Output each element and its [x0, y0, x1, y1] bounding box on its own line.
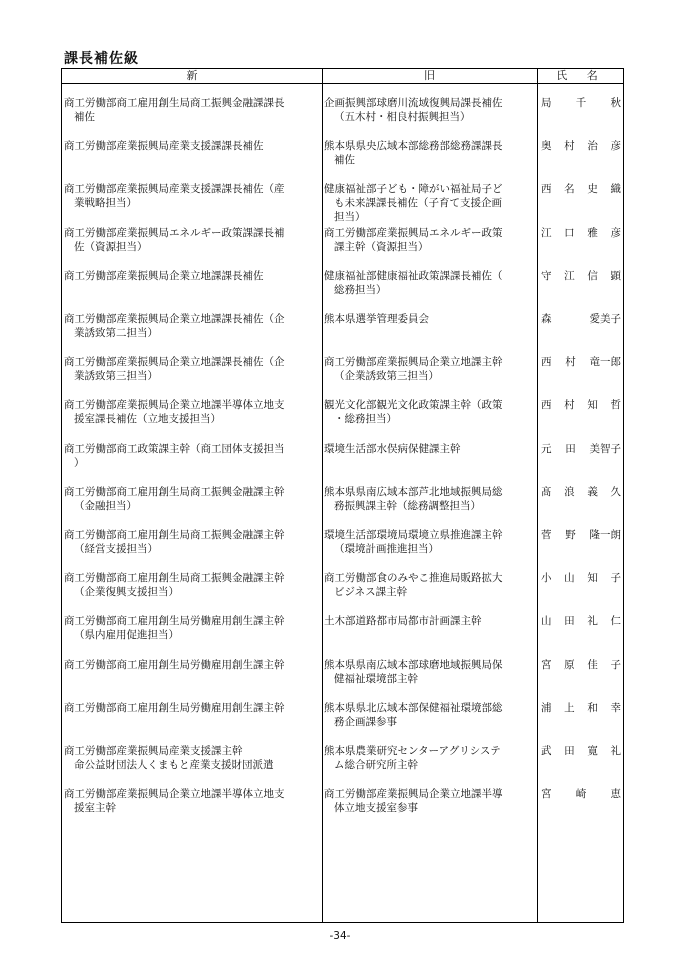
table-row — [62, 744, 623, 786]
old-position-cell — [322, 442, 537, 456]
table-row — [62, 658, 623, 700]
person-name-part: 村 — [564, 399, 575, 412]
person-name-cell — [537, 139, 625, 153]
person-name-part: 義 — [587, 485, 598, 498]
new-position-cell-line: 商工労働部産業振興局企業立地課課長補佐 — [64, 269, 264, 282]
person-name — [541, 269, 621, 283]
new-position-cell — [62, 312, 322, 340]
person-name-part: 仁 — [610, 615, 621, 628]
person-name-part: 原 — [564, 658, 575, 671]
table-row — [62, 701, 623, 743]
person-name-cell — [537, 96, 625, 110]
table-row — [62, 269, 623, 311]
person-name — [541, 528, 621, 542]
person-name-cell — [537, 182, 625, 196]
old-position-cell-line: 熊本県県南広域本部球磨地域振興局保 — [324, 658, 503, 671]
new-position-cell-line: 商工労働部商工雇用創生局商工振興金融課主幹 — [64, 485, 285, 498]
person-name — [541, 485, 621, 499]
old-position-cell — [322, 96, 537, 124]
new-position-cell — [62, 355, 322, 383]
new-position-cell — [62, 182, 322, 210]
person-name-part: 千 — [575, 97, 587, 109]
person-name-cell — [537, 398, 625, 412]
person-name — [541, 139, 621, 153]
new-position-cell-line: （企業復興支援担当） — [74, 586, 179, 599]
person-name-cell — [537, 614, 625, 628]
old-position-cell-line: ビジネス課主幹 — [334, 586, 408, 599]
old-position-cell-line: 商工労働部食のみやこ推進局販路拡大 — [324, 572, 503, 585]
old-position-cell-line: 熊本県選挙管理委員会 — [324, 313, 429, 325]
old-position-cell-line: 商工労働部産業振興局企業立地課主幹 — [324, 356, 503, 369]
old-position-cell-line: 熊本県農業研究センターアグリシステ — [324, 745, 501, 757]
person-name — [541, 398, 621, 412]
table-header — [62, 69, 623, 84]
person-name-part: 礼 — [587, 615, 598, 628]
person-name-part: 名 — [564, 183, 575, 196]
new-position-cell-line: 商工労働部産業振興局企業立地課課長補佐（企 — [64, 356, 285, 369]
person-name-part: 西 — [541, 356, 552, 369]
table-row — [62, 485, 623, 527]
old-position-cell-line: 企画振興部球磨川流域復興局課長補佐 — [324, 97, 503, 109]
old-position-cell — [322, 139, 537, 167]
new-position-cell-line: 命公益財団法人くまもと産業支援財団派遣 — [74, 759, 274, 771]
new-position-cell — [62, 658, 322, 672]
person-name-part: 知 — [587, 399, 598, 412]
person-name-part: 哲 — [610, 399, 621, 412]
person-name-cell — [537, 442, 625, 456]
person-name-part: 山 — [564, 572, 575, 585]
person-name-part: 野 — [565, 529, 576, 541]
new-position-cell-line: 商工労働部商工政策課主幹（商工団体支援担当 — [64, 442, 285, 455]
old-position-cell-line: （環境計画推進担当） — [334, 543, 439, 555]
person-name-part: 村 — [565, 356, 576, 369]
new-position-cell-line: 商工労働部商工雇用創生局商工振興金融課主幹 — [64, 572, 285, 585]
person-name-part: 江 — [541, 226, 552, 239]
person-name-part: 田 — [564, 615, 575, 628]
person-name-part: 久 — [610, 485, 621, 498]
person-name-part: 村 — [564, 140, 575, 153]
old-position-cell-line: （五木村・相良村振興担当） — [334, 111, 471, 123]
old-position-cell-line: 補佐 — [334, 154, 355, 167]
new-position-cell — [62, 398, 322, 426]
person-name-part: 信 — [587, 269, 598, 282]
person-name-part: 元 — [541, 442, 552, 455]
old-position-cell-line: 商工労働部産業振興局企業立地課半導 — [324, 788, 503, 801]
person-name-part: 和 — [587, 701, 598, 714]
old-position-cell-line: も未来課課長補佐（子育て支援企画 — [334, 197, 502, 210]
table-row — [62, 355, 623, 397]
header-new: 新 — [186, 69, 198, 82]
old-position-cell-line: 総務担当） — [334, 283, 387, 296]
new-position-cell-line: 商工労働部産業振興局エネルギー政策課課長補 — [64, 226, 285, 239]
person-name-part: 彦 — [610, 226, 621, 239]
old-position-cell-line: 熊本県県南広域本部芦北地域振興局総 — [324, 485, 503, 498]
table-row — [62, 226, 623, 268]
old-position-cell — [322, 787, 537, 815]
new-position-cell-line: ） — [74, 456, 85, 469]
person-name-part: 幸 — [610, 701, 621, 714]
person-name-part: 菅 — [541, 529, 552, 541]
person-name-part: 子 — [610, 572, 621, 585]
person-name-part: 愛美子 — [589, 313, 621, 325]
person-name — [541, 182, 621, 196]
person-name — [541, 614, 621, 628]
old-position-cell — [322, 744, 537, 772]
table-row — [62, 312, 623, 354]
person-name — [541, 226, 621, 240]
person-name-cell — [537, 528, 625, 542]
new-position-cell-line: （県内雇用促進担当） — [74, 629, 179, 642]
old-position-cell — [322, 182, 537, 224]
old-position-cell-line: 熊本県県北広域本部保健福祉環境部総 — [324, 701, 503, 714]
new-position-cell-line: （経営支援担当） — [74, 543, 158, 555]
person-name-cell — [537, 269, 625, 283]
old-position-cell-line: 健福祉環境部主幹 — [334, 672, 418, 685]
person-name-part: 雅 — [587, 226, 598, 239]
person-name — [541, 442, 621, 456]
new-position-cell — [62, 744, 322, 772]
old-position-cell — [322, 355, 537, 383]
section-title: 課長補佐級 — [64, 51, 139, 67]
new-position-cell-line: 商工労働部産業振興局産業支援課課長補佐 — [64, 140, 264, 153]
person-name-part: 小 — [541, 572, 552, 585]
new-position-cell-line: （金融担当） — [74, 499, 137, 512]
old-position-cell-line: 熊本県県央広域本部総務部総務課課長 — [324, 140, 503, 153]
person-name-part: 奥 — [541, 140, 552, 153]
new-position-cell-line: 援室主幹 — [74, 802, 116, 815]
new-position-cell-line: 業誘致第二担当） — [74, 327, 158, 339]
person-name-part: 田 — [565, 442, 576, 455]
new-position-cell-line: 援室課長補佐（立地支援担当） — [74, 413, 221, 426]
person-name — [541, 787, 621, 801]
person-name-part: 子 — [610, 658, 621, 671]
table-row — [62, 182, 623, 224]
new-position-cell-line: 商工労働部産業振興局産業支援課課長補佐（産 — [64, 183, 285, 196]
person-name-cell — [537, 355, 625, 369]
new-position-cell — [62, 485, 322, 513]
person-name-part: 竜一郎 — [589, 356, 621, 369]
person-name-part: 西 — [541, 183, 552, 196]
new-position-cell — [62, 442, 322, 470]
new-position-cell-line: 補佐 — [74, 111, 95, 123]
person-name — [541, 355, 621, 369]
old-position-cell-line: 体立地支援室参事 — [334, 802, 418, 815]
person-name — [541, 312, 621, 326]
person-name — [541, 96, 621, 110]
new-position-cell-line: 佐（資源担当） — [74, 240, 148, 253]
old-position-cell — [322, 312, 537, 326]
person-name-part: 浦 — [541, 701, 552, 714]
old-position-cell-line: 環境生活部環境局環境立県推進課主幹 — [324, 529, 503, 541]
person-name-part: 口 — [564, 226, 575, 239]
person-name-part: 田 — [564, 745, 575, 757]
person-name-part: 西 — [541, 399, 552, 412]
old-position-cell — [322, 571, 537, 599]
old-position-cell — [322, 528, 537, 556]
person-name-cell — [537, 787, 625, 801]
table-row — [62, 614, 623, 656]
table-row — [62, 139, 623, 181]
person-name-part: 崎 — [575, 788, 587, 801]
old-position-cell — [322, 226, 537, 254]
table-row — [62, 442, 623, 484]
old-position-cell-line: 務振興課主幹（総務調整担当） — [334, 499, 481, 512]
person-name-part: 礼 — [610, 745, 621, 757]
new-position-cell-line: 商工労働部商工雇用創生局商工振興金融課主幹 — [64, 529, 285, 541]
personnel-table — [61, 68, 624, 923]
new-position-cell — [62, 614, 322, 642]
new-position-cell — [62, 787, 322, 815]
new-position-cell-line: 商工労働部商工雇用創生局商工振興金融課課長 — [64, 97, 285, 109]
person-name-part: 武 — [541, 745, 552, 757]
old-position-cell-line: 健康福祉部健康福祉政策課課長補佐（ — [324, 269, 503, 282]
new-position-cell — [62, 528, 322, 556]
header-name: 氏 名 — [556, 69, 606, 82]
page-number: -34- — [329, 930, 351, 942]
new-position-cell-line: 商工労働部商工雇用創生局労働雇用創生課主幹 — [64, 615, 285, 628]
table-row — [62, 96, 623, 138]
person-name-part: 秋 — [610, 97, 621, 109]
person-name-part: 隆一朗 — [589, 529, 621, 541]
person-name-part: 恵 — [610, 788, 621, 801]
person-name-part: 浪 — [564, 485, 575, 498]
new-position-cell-line: 商工労働部産業振興局産業支援課主幹 — [64, 745, 243, 757]
new-position-cell-line: 業戦略担当） — [74, 197, 137, 210]
person-name-part: 上 — [564, 701, 575, 714]
person-name-part: 織 — [610, 183, 621, 196]
old-position-cell-line: 課主幹（資源担当） — [334, 240, 429, 253]
person-name-part: 顕 — [610, 269, 621, 282]
old-position-cell-line: 担当） — [334, 211, 366, 224]
old-position-cell — [322, 701, 537, 729]
person-name-part: 彦 — [610, 140, 621, 153]
person-name-part: 局 — [541, 97, 552, 109]
person-name — [541, 744, 621, 758]
old-position-cell-line: 観光文化部観光文化政策課主幹（政策 — [324, 399, 503, 412]
person-name-part: 佳 — [587, 658, 598, 671]
old-position-cell-line: 土木部道路都市局都市計画課主幹 — [324, 615, 482, 628]
person-name-cell — [537, 658, 625, 672]
person-name-part: 美智子 — [589, 442, 621, 455]
table-row — [62, 528, 623, 570]
new-position-cell — [62, 96, 322, 124]
new-position-cell-line: 商工労働部商工雇用創生局労働雇用創生課主幹 — [64, 658, 285, 671]
header-old: 旧 — [424, 69, 435, 82]
new-position-cell-line: 商工労働部産業振興局企業立地課半導体立地支 — [64, 788, 285, 801]
person-name-part: 髙 — [541, 485, 552, 498]
person-name-part: 史 — [587, 183, 598, 196]
table-row — [62, 787, 623, 829]
new-position-cell-line: 商工労働部産業振興局企業立地課半導体立地支 — [64, 399, 285, 412]
person-name-cell — [537, 226, 625, 240]
table-row — [62, 398, 623, 440]
person-name-cell — [537, 744, 625, 758]
person-name — [541, 658, 621, 672]
person-name-cell — [537, 571, 625, 585]
new-position-cell — [62, 226, 322, 254]
old-position-cell — [322, 614, 537, 628]
new-position-cell — [62, 139, 322, 153]
person-name-cell — [537, 312, 625, 326]
person-name-part: 治 — [587, 140, 598, 153]
person-name-part: 寛 — [587, 745, 598, 757]
new-position-cell — [62, 269, 322, 283]
person-name — [541, 571, 621, 585]
person-name-part: 山 — [541, 615, 552, 628]
person-name-part: 江 — [564, 269, 575, 282]
old-position-cell — [322, 485, 537, 513]
new-position-cell — [62, 701, 322, 715]
new-position-cell-line: 商工労働部商工雇用創生局労働雇用創生課主幹 — [64, 701, 285, 714]
new-position-cell-line: 業誘致第三担当） — [74, 370, 158, 383]
new-position-cell-line: 商工労働部産業振興局企業立地課課長補佐（企 — [64, 313, 285, 325]
old-position-cell-line: 商工労働部産業振興局エネルギー政策 — [324, 226, 503, 239]
person-name-part: 知 — [587, 572, 598, 585]
person-name-part: 宮 — [541, 658, 552, 671]
person-name-cell — [537, 485, 625, 499]
old-position-cell-line: ム総合研究所主幹 — [334, 759, 418, 771]
old-position-cell — [322, 658, 537, 686]
old-position-cell-line: 環境生活部水俣病保健課主幹 — [324, 442, 461, 455]
old-position-cell-line: 健康福祉部子ども・障がい福祉局子ど — [324, 183, 503, 196]
person-name-part: 宮 — [541, 788, 552, 801]
old-position-cell-line: ・総務担当） — [334, 413, 397, 426]
person-name-part: 守 — [541, 269, 552, 282]
person-name — [541, 701, 621, 715]
old-position-cell-line: （企業誘致第三担当） — [334, 370, 439, 383]
new-position-cell — [62, 571, 322, 599]
person-name-cell — [537, 701, 625, 715]
old-position-cell — [322, 398, 537, 426]
old-position-cell-line: 務企画課参事 — [334, 715, 397, 728]
old-position-cell — [322, 269, 537, 297]
table-row — [62, 571, 623, 613]
person-name-part: 森 — [541, 313, 552, 325]
